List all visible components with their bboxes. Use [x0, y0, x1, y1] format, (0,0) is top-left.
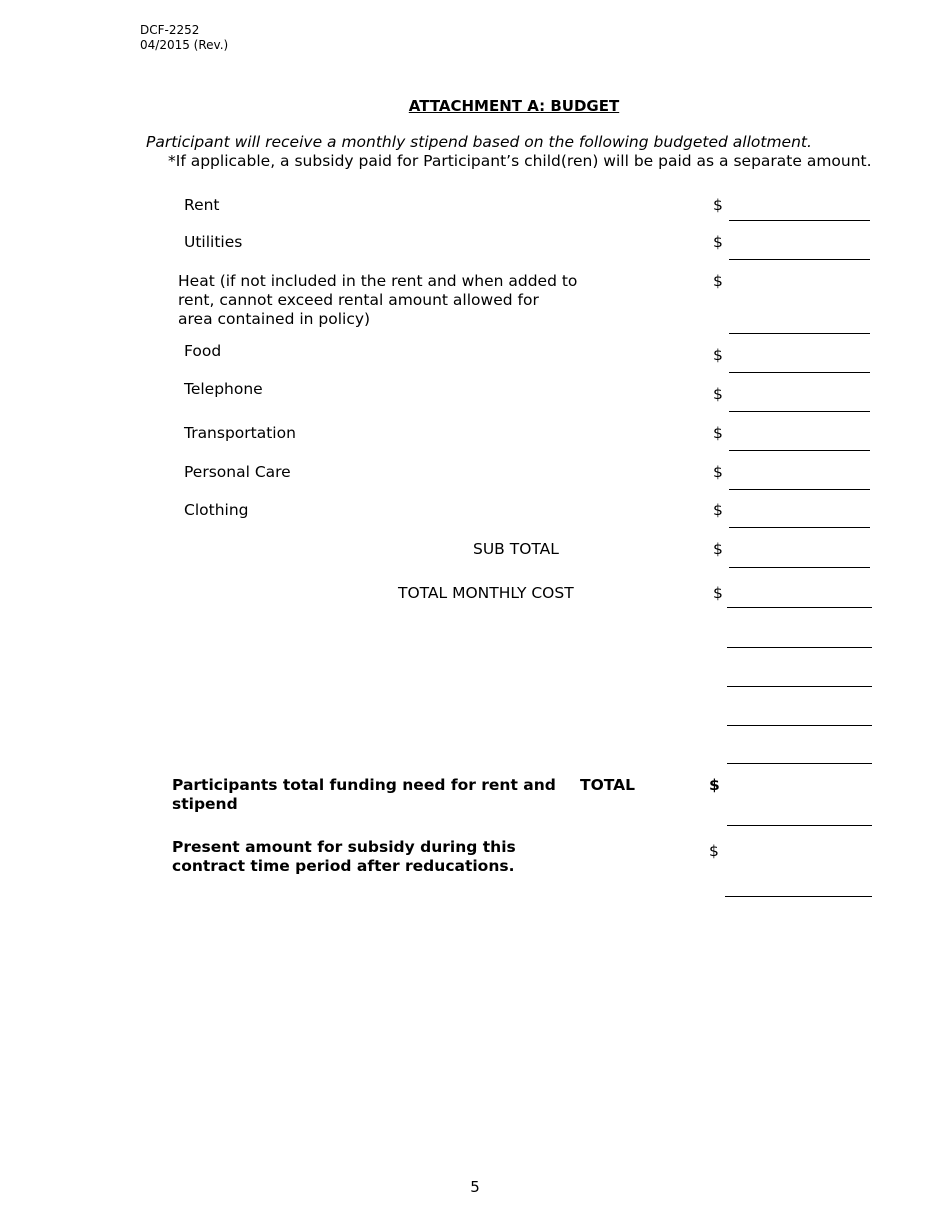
- subtotal-dollar-sign: $: [713, 540, 723, 558]
- blank-line[interactable]: [727, 686, 872, 687]
- page-title: ATTACHMENT A: BUDGET: [408, 97, 620, 115]
- total-monthly-amount-field[interactable]: [727, 607, 872, 608]
- clothing-amount-field[interactable]: [729, 527, 870, 528]
- form-header: [140, 23, 228, 53]
- heat-dollar-sign: $: [713, 272, 723, 290]
- form-number: DCF-2252: [140, 23, 200, 37]
- food-label: Food: [184, 342, 222, 360]
- personal-care-label: Personal Care: [184, 463, 291, 481]
- funding-dollar-sign: $: [709, 776, 720, 794]
- transportation-dollar-sign: $: [713, 424, 723, 442]
- personal-care-dollar-sign: $: [713, 463, 723, 481]
- total-monthly-cost-label: TOTAL MONTHLY COST: [398, 584, 574, 602]
- heat-amount-field[interactable]: [729, 333, 870, 334]
- transportation-amount-field[interactable]: [729, 450, 870, 451]
- page-number: 5: [470, 1178, 480, 1196]
- utilities-amount-field[interactable]: [729, 259, 870, 260]
- subtotal-label: SUB TOTAL: [473, 540, 559, 558]
- subsidy-amount-field[interactable]: [725, 896, 872, 897]
- telephone-label: Telephone: [184, 380, 263, 398]
- clothing-label: Clothing: [184, 501, 249, 519]
- subtotal-amount-field[interactable]: [729, 567, 870, 568]
- rent-amount-field[interactable]: [729, 220, 870, 221]
- telephone-dollar-sign: $: [713, 385, 723, 403]
- blank-line[interactable]: [727, 725, 872, 726]
- personal-care-amount-field[interactable]: [729, 489, 870, 490]
- utilities-dollar-sign: $: [713, 233, 723, 251]
- transportation-label: Transportation: [184, 424, 296, 442]
- blank-line[interactable]: [727, 647, 872, 648]
- telephone-amount-field[interactable]: [729, 411, 870, 412]
- subsidy-note: *If applicable, a subsidy paid for Participant’s child(ren) will be paid as a separate amount.: [168, 152, 872, 170]
- heat-label: Heat (if not included in the rent and when added to rent, cannot exceed rental amount allowed for area contained in policy): [178, 272, 578, 328]
- clothing-dollar-sign: $: [713, 501, 723, 519]
- form-revision: 04/2015 (Rev.): [140, 38, 229, 52]
- funding-need-label: Participants total funding need for rent and stipend: [172, 776, 556, 813]
- rent-dollar-sign: $: [713, 196, 723, 214]
- total-monthly-dollar-sign: $: [713, 584, 723, 602]
- blank-line[interactable]: [727, 763, 872, 764]
- subsidy-label: Present amount for subsidy during this contract time period after reducations.: [172, 838, 516, 875]
- funding-total-label: TOTAL: [580, 776, 635, 794]
- rent-label: Rent: [184, 196, 220, 214]
- food-amount-field[interactable]: [729, 372, 870, 373]
- subsidy-dollar-sign: $: [709, 842, 719, 860]
- funding-total-amount-field[interactable]: [727, 825, 872, 826]
- food-dollar-sign: $: [713, 346, 723, 364]
- intro-text: Participant will receive a monthly stipend based on the following budgeted allotment.: [146, 133, 812, 151]
- utilities-label: Utilities: [184, 233, 243, 251]
